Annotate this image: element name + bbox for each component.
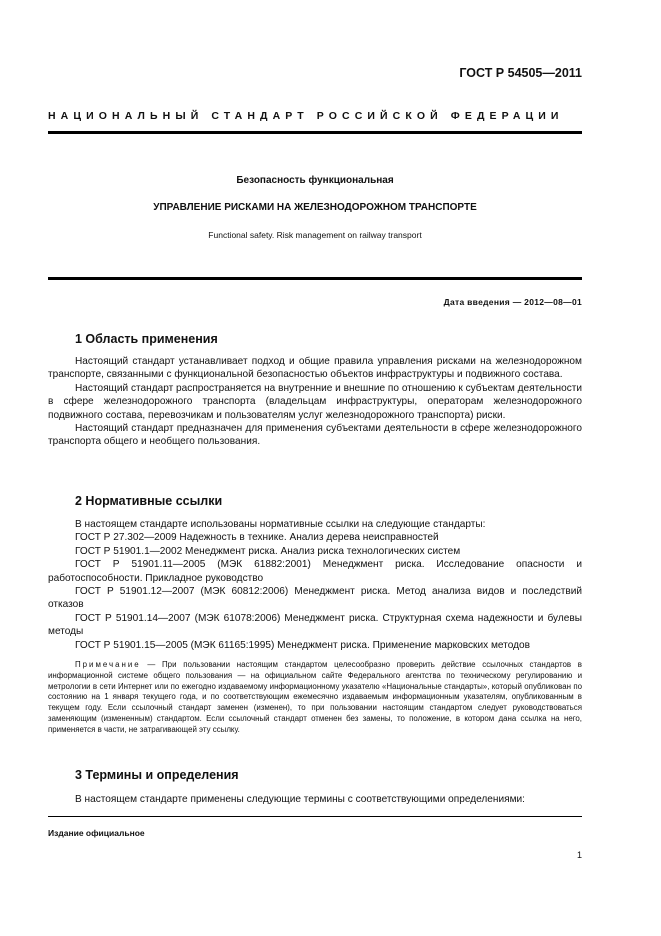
- note-text: — При пользовании настоящим стандартом целесообразно проверить действие ссылочных стандартов в информационной системе общего пользования — на официальном сайте Федерального агентства по техническому регулированию и метрологии в сети Интернет или по ежегодно издаваемому информационному указателю «Национальные стандарты», который опубликован по состоянию на 1 января текущего года, и по соответствующим ежемесячно издаваемым информационным указателям, опубликованным в текущем году. Если ссылочный стандарт заменен (изменен), то при пользовании настоящим стандартом следует руководствоваться заменяющим (измененным) стандартом. Если ссылочный стандарт отменен без замены, то положение, в котором дана ссылка на него, применяется в части, не затрагивающей эту ссылку.: [48, 660, 582, 734]
- reference-item: ГОСТ Р 51901.15—2005 (МЭК 61165:1995) Менеджмент риска. Применение марковских методов: [75, 639, 530, 651]
- top-rule: [48, 131, 582, 134]
- edition-label: Издание официальное: [48, 828, 145, 838]
- paragraph: В настоящем стандарте применены следующие термины с соответствующими определениями:: [75, 794, 525, 805]
- title-english: Functional safety. Risk management on railway transport: [208, 230, 422, 240]
- paragraph: Настоящий стандарт устанавливает подход и общие правила управления рисками на железнодорожном транспорте, связанными с функциональной безопасностью объектов инфраструктуры и подвижного состава.: [48, 356, 582, 381]
- paragraph: Настоящий стандарт предназначен для применения субъектами деятельности в сфере железнодорожного транспорта общего и необщего пользования.: [48, 423, 582, 448]
- section-3-heading: 3 Термины и определения: [75, 768, 239, 782]
- reference-item: ГОСТ Р 51901.11—2005 (МЭК 61882:2001) Менеджмент риска. Исследование опасности и работоспособности. Прикладное руководство: [48, 559, 582, 584]
- section-1-body: [48, 355, 582, 449]
- national-standard-banner: НАЦИОНАЛЬНЫЙ СТАНДАРТ РОССИЙСКОЙ ФЕДЕРАЦИИ: [48, 110, 564, 122]
- page-number: 1: [576, 850, 582, 860]
- title-line-1: Безопасность функциональная: [236, 175, 394, 186]
- reference-item: ГОСТ Р 51901.12—2007 (МЭК 60812:2006) Менеджмент риска. Метод анализа видов и последствий отказов: [48, 586, 582, 611]
- section-2-note: [48, 660, 582, 736]
- section-2-body: [48, 518, 582, 652]
- paragraph: В настоящем стандарте использованы нормативные ссылки на следующие стандарты:: [75, 519, 486, 530]
- document-number: ГОСТ Р 54505—2011: [459, 66, 582, 80]
- reference-item: ГОСТ Р 27.302—2009 Надежность в технике. Анализ дерева неисправностей: [75, 532, 439, 544]
- middle-rule: [48, 277, 582, 280]
- section-3-body: [48, 793, 582, 806]
- reference-item: ГОСТ Р 51901.14—2007 (МЭК 61078:2006) Менеджмент риска. Структурная схема надежности и булевы методы: [48, 612, 582, 638]
- section-2-heading: 2 Нормативные ссылки: [75, 494, 223, 508]
- reference-item: ГОСТ Р 51901.1—2002 Менеджмент риска. Анализ риска технологических систем: [75, 545, 461, 557]
- section-1-heading: 1 Область применения: [75, 332, 218, 346]
- introduction-date: Дата введения — 2012—08—01: [443, 297, 582, 307]
- footer-rule: [48, 816, 582, 817]
- note-lead: Примечание: [75, 660, 141, 669]
- paragraph: Настоящий стандарт распространяется на внутренние и внешние по отношению к субъектам деятельности в сфере железнодорожного транспорта (владельцам инфраструктуры, операторам железнодорожного подвижного состава, перевозчикам и пользователям услуг железнодорожного транспорта) риски.: [48, 382, 582, 421]
- title-line-2: УПРАВЛЕНИЕ РИСКАМИ НА ЖЕЛЕЗНОДОРОЖНОМ ТРАНСПОРТЕ: [153, 202, 477, 213]
